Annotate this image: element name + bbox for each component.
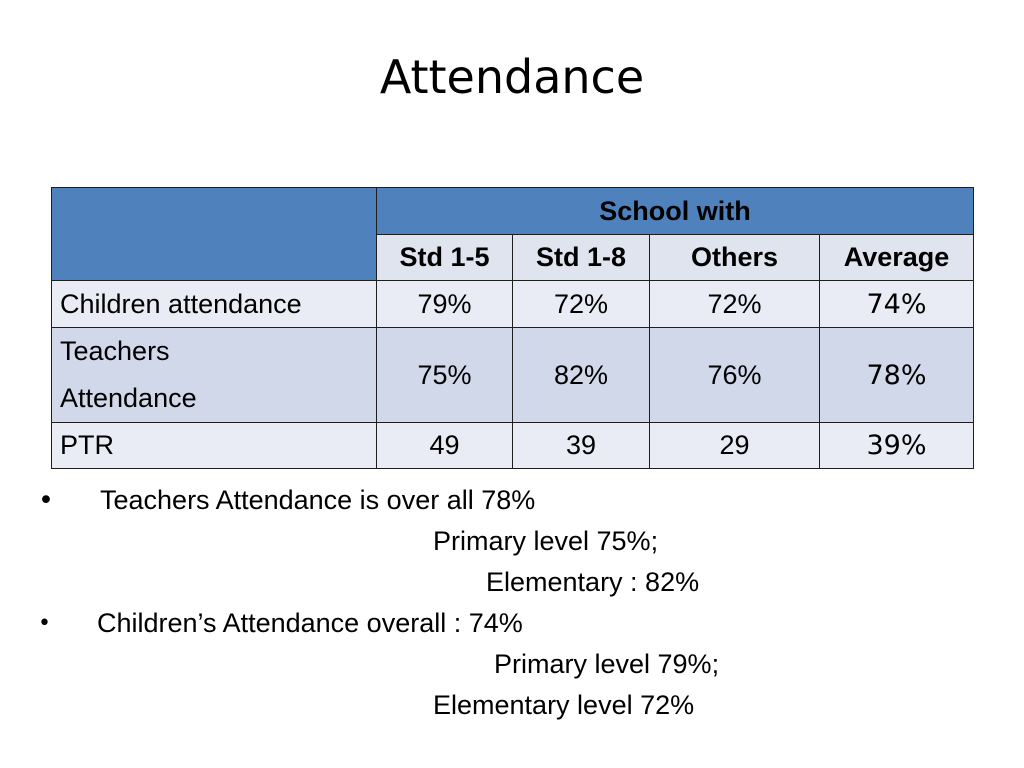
cell-children-others: 72% [650,281,820,328]
row-label-children-attendance: Children attendance [52,281,377,328]
attendance-table [51,187,974,469]
column-header-average: Average [820,235,974,281]
column-header-std-1-8: Std 1-8 [513,235,650,281]
column-header-std-1-5: Std 1-5 [377,235,513,281]
cell-ptr-std-1-8: 39 [513,423,650,469]
cell-teachers-std-1-5: 75% [377,328,513,423]
row-label-teachers-line2: Attendance [60,383,197,413]
column-header-others: Others [650,235,820,281]
cell-children-average: 74% [820,281,974,328]
cell-teachers-average: 78% [820,328,974,423]
cell-ptr-others: 29 [650,423,820,469]
bullet-dot-2: • [38,611,51,636]
bullet-children-primary: Primary level 79%; [494,649,720,679]
cell-children-std-1-8: 72% [513,281,650,328]
school-with-header: School with [377,188,974,235]
row-label-teachers-line1: Teachers [60,336,170,366]
cell-teachers-others: 76% [650,328,820,423]
row-label-teachers-attendance [52,328,377,423]
cell-children-std-1-5: 79% [377,281,513,328]
cell-teachers-std-1-8: 82% [513,328,650,423]
bullet-children-elementary: Elementary level 72% [433,690,695,720]
table-row-teachers-attendance [52,328,974,423]
slide-title: Attendance [379,50,645,104]
cell-ptr-average: 39% [820,423,974,469]
bullet-teachers-primary: Primary level 75%; [433,526,659,556]
table-corner-cell [52,188,377,281]
bullet-children-main: Children’s Attendance overall : 74% [97,608,523,638]
bullet-teachers-elementary: Elementary : 82% [486,567,700,597]
bullet-teachers-main: Teachers Attendance is over all 78% [100,485,536,515]
bullet-dot-1: • [38,485,54,516]
table-header-row-group [52,188,974,235]
cell-ptr-std-1-5: 49 [377,423,513,469]
row-label-ptr: PTR [52,423,377,469]
table-row-ptr [52,423,974,469]
table-row-children-attendance [52,281,974,328]
